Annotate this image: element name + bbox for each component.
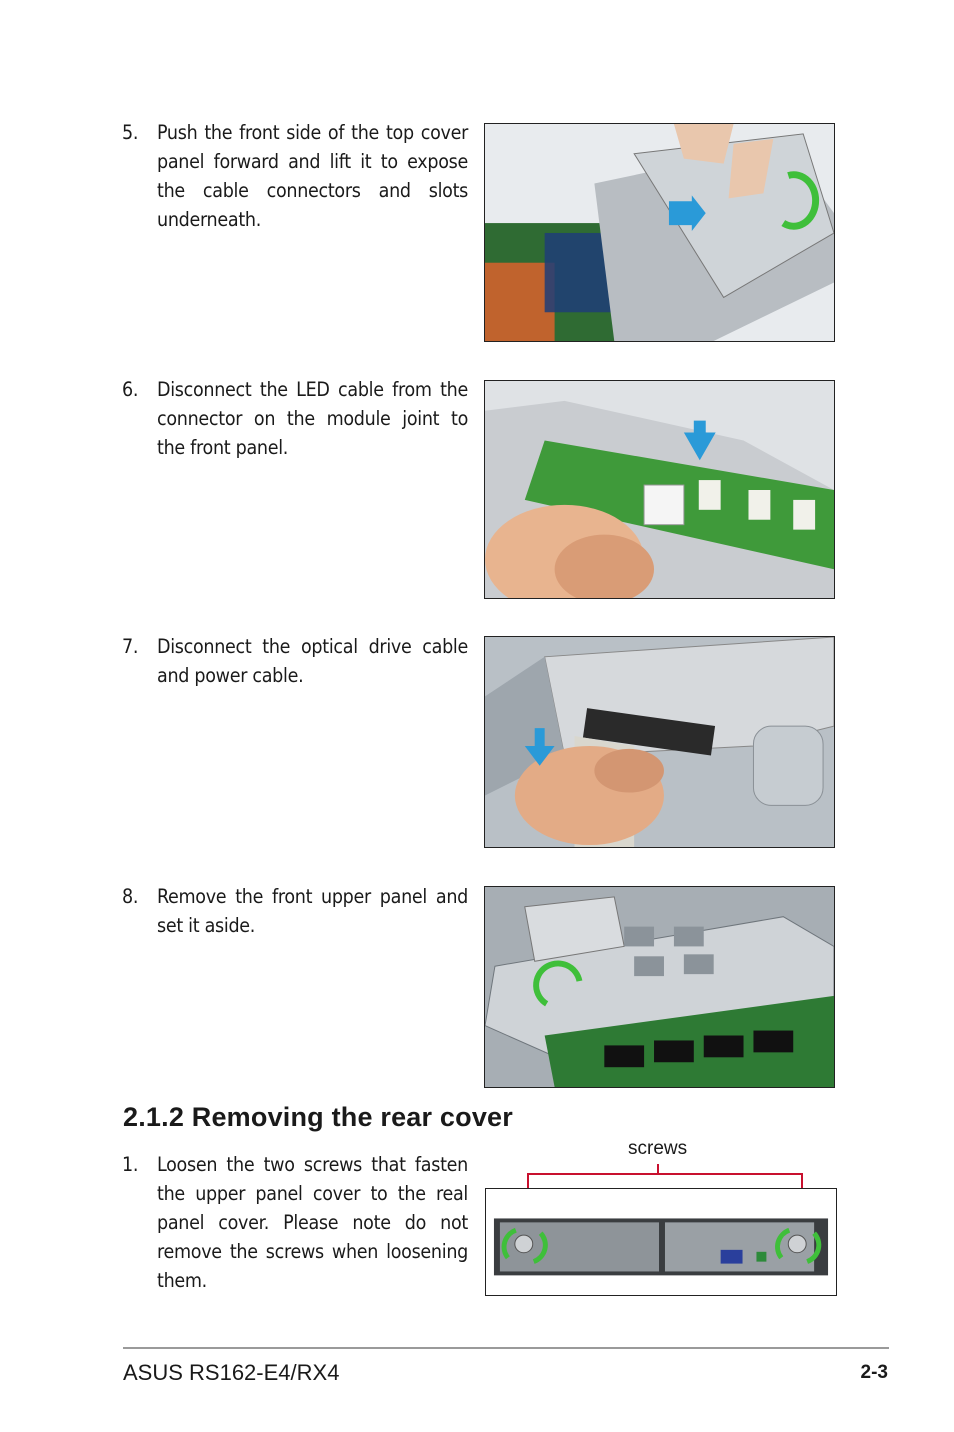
step-number: 5.: [122, 121, 139, 144]
figure-remove-front-panel: [484, 886, 835, 1088]
section-title: 2.1.2 Removing the rear cover: [123, 1102, 513, 1132]
step-number: 8.: [122, 885, 139, 908]
step-number: 6.: [122, 378, 139, 401]
step-text: Remove the front upper panel and set it aside.: [157, 885, 468, 937]
footer-divider: [123, 1347, 889, 1349]
figure-led-cable: [484, 380, 835, 599]
figure-optical-drive-cable: [484, 636, 835, 848]
step-text: Push the front side of the top cover panel forward and lift it to expose the cable connectors and slots underneath.: [157, 121, 468, 231]
step-number: 7.: [122, 635, 139, 658]
step-text: Loosen the two screws that fasten the upper panel cover to the real panel cover. Please note do not remove the screws when loosening them.: [157, 1153, 468, 1292]
figure-rear-panel: [485, 1188, 837, 1296]
page-number: 2-3: [860, 1362, 888, 1383]
step-text: Disconnect the optical drive cable and power cable.: [157, 635, 468, 687]
rear-step-1: [122, 1150, 468, 1295]
footer-product-name: ASUS RS162-E4/RX4: [123, 1360, 340, 1385]
step-number: 1.: [122, 1153, 139, 1176]
step-text: Disconnect the LED cable from the connector on the module joint to the front panel.: [157, 378, 468, 459]
step-8: [122, 882, 468, 940]
step-5: [122, 118, 468, 234]
step-7: [122, 632, 468, 690]
screws-callout-label: screws: [628, 1138, 688, 1159]
figure-lift-top-cover: [484, 123, 835, 342]
step-6: [122, 375, 468, 462]
